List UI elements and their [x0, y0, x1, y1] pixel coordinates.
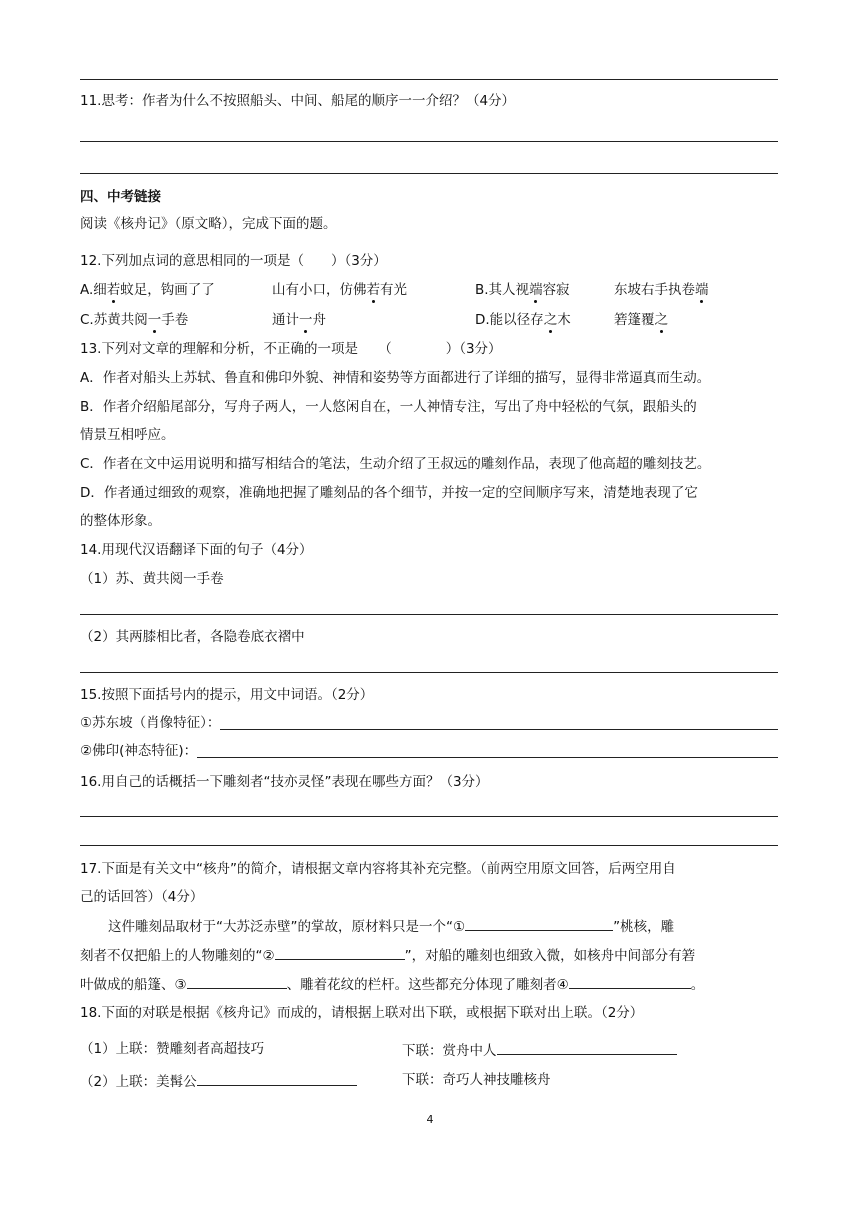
answer-blank-4[interactable]	[569, 973, 691, 989]
q13-option-a: A．作者对船头上苏轼、鲁直和佛印外貌、神情和姿势等方面都进行了详细的描写，显得非常逼真而生动。	[80, 370, 711, 386]
q12-option-c2: 通计一舟	[272, 312, 326, 328]
answer-blank-3[interactable]	[187, 973, 287, 989]
answer-line	[80, 845, 778, 846]
q12-option-d2: 箬篷覆之	[614, 312, 668, 328]
q17-paragraph-line1: 这件雕刻品取材于“大苏泛赤壁”的掌故，原材料只是一个“① ”桃核，雕	[108, 915, 674, 937]
answer-line	[80, 173, 778, 174]
q13-option-d-line1: D．作者通过细致的观察，准确地把握了雕刻品的各个细节，并按一定的空间顺序写来，清楚地表现了它	[80, 485, 698, 501]
dotted-char: 一	[147, 312, 162, 328]
q11-text: 11.思考：作者为什么不按照船头、中间、船尾的顺序一一介绍？（4分）	[80, 93, 516, 109]
q12-option-d1: D.能以径存之木	[475, 312, 571, 328]
q13-option-b-line1: B．作者介绍船尾部分，写舟子两人，一人悠闲自在，一人神情专注，写出了舟中轻松的气氛，跟船头的	[80, 399, 697, 415]
dotted-char: 之	[654, 312, 668, 328]
section-title: 四、中考链接	[80, 189, 161, 205]
q14-stem: 14.用现代汉语翻译下面的句子（4分）	[80, 542, 313, 558]
q18-couplet-1-lower: 下联：赏舟中人	[402, 1039, 677, 1061]
dotted-char: 一	[299, 312, 313, 328]
dotted-char: 端	[529, 282, 543, 298]
answer-blank[interactable]	[497, 1039, 677, 1055]
q15-stem: 15.按照下面括号内的提示，用文中词语。（2分）	[80, 687, 374, 703]
q13-option-c: C．作者在文中运用说明和描写相结合的笔法，生动介绍了王叔远的雕刻作品，表现了他高超的雕刻技艺。	[80, 456, 711, 472]
q18-couplet-2-upper: （2）上联：美髯公	[80, 1070, 357, 1092]
q14-sentence-2: （2）其两膝相比者，各隐卷底衣褶中	[80, 629, 305, 645]
dotted-char: 之	[543, 312, 558, 328]
answer-blank-2[interactable]	[275, 944, 405, 960]
answer-line	[80, 672, 778, 673]
answer-blank[interactable]	[197, 1070, 357, 1086]
q13-stem: 13.下列对文章的理解和分析，不正确的一项是 （ ）（3分）	[80, 341, 502, 357]
answer-blank[interactable]	[197, 741, 778, 758]
q12-option-b1: B.其人视端容寂	[475, 282, 570, 298]
q16-stem: 16.用自己的话概括一下雕刻者“技亦灵怪”表现在哪些方面？（3分）	[80, 774, 489, 790]
q18-couplet-2-lower: 下联：奇巧人神技雕核舟	[402, 1072, 551, 1088]
page-number: 4	[426, 1113, 434, 1126]
q17-stem-line2: 己的话回答）（4分）	[80, 889, 204, 905]
q13-option-b-line2: 情景互相呼应。	[80, 427, 175, 443]
q17-paragraph-line2: 刻者不仅把船上的人物雕刻的“② ”，对船的雕刻也细致入微，如核舟中间部分有箬	[80, 944, 695, 966]
answer-line	[80, 816, 778, 817]
q18-couplet-1-upper: （1）上联：赞雕刻者高超技巧	[80, 1041, 265, 1057]
answer-blank[interactable]	[220, 713, 778, 730]
q18-stem: 18.下面的对联是根据《核舟记》而成的，请根据上联对出下联，或根据下联对出上联。（2分）	[80, 1005, 644, 1021]
dotted-char: 端	[695, 282, 709, 298]
dotted-char: 若	[366, 282, 380, 298]
answer-line	[80, 141, 778, 142]
answer-blank-1[interactable]	[465, 915, 613, 931]
answer-line	[80, 614, 778, 615]
q12-option-b2: 东坡右手执卷端	[614, 282, 709, 298]
q12-option-a1: A.细若蚊足，钩画了了	[80, 282, 215, 298]
q14-sentence-1: （1）苏、黄共阅一手卷	[80, 571, 224, 587]
q13-option-d-line2: 的整体形象。	[80, 513, 161, 529]
q12-stem: 12.下列加点词的意思相同的一项是（ ）（3分）	[80, 253, 387, 269]
answer-line	[80, 79, 778, 80]
q17-paragraph-line3: 叶做成的船篷、③ 、雕着花纹的栏杆。这些都充分体现了雕刻者④ 。	[80, 973, 704, 995]
q15-item-1: ①苏东坡（肖像特征）：	[80, 713, 778, 733]
section-intro: 阅读《核舟记》（原文略），完成下面的题。	[80, 216, 337, 232]
q12-option-c1: C.苏黄共阅一手卷	[80, 312, 189, 328]
q17-stem-line1: 17.下面是有关文中“核舟”的简介，请根据文章内容将其补充完整。（前两空用原文回答，后两空用自	[80, 861, 676, 877]
q12-option-a2: 山有小口，仿佛若有光	[272, 282, 407, 298]
q15-item-2: ②佛印(神态特征)：	[80, 741, 778, 761]
dotted-char: 若	[106, 282, 121, 298]
